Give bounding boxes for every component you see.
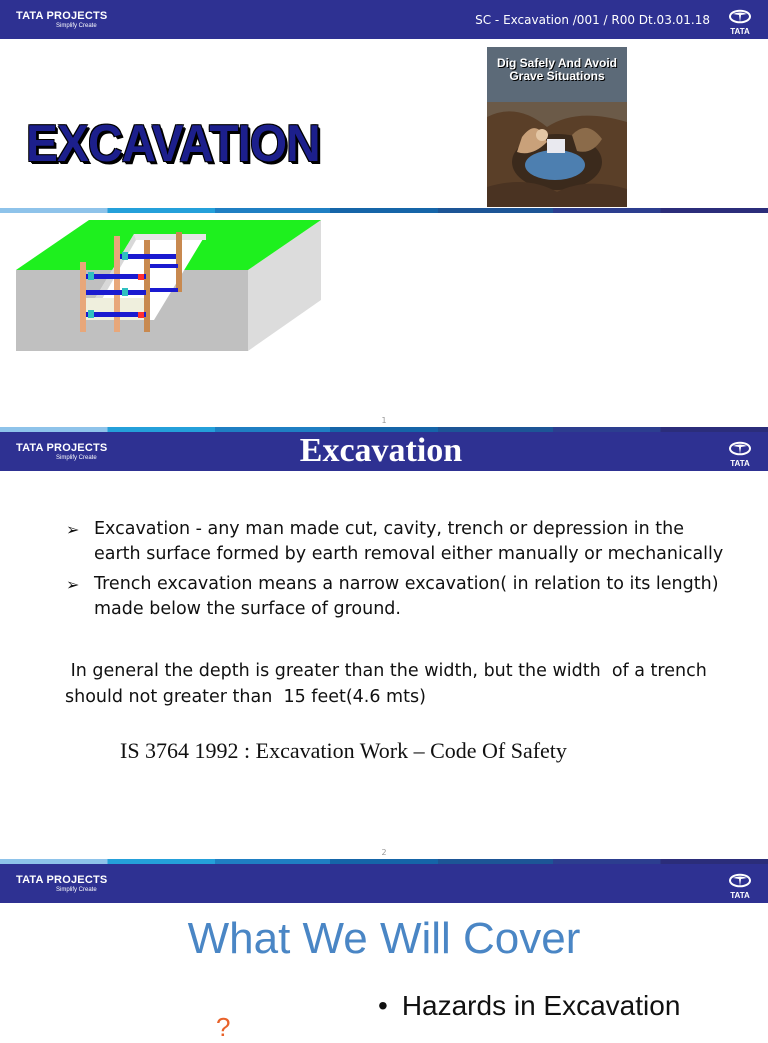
- page-number: 2: [381, 848, 387, 857]
- question-mark-icon: ?: [216, 1012, 231, 1042]
- list-item: [66, 572, 736, 622]
- list-item: [66, 517, 736, 567]
- tata-logo-word: TATA: [730, 891, 750, 900]
- bullet-text: Trench excavation means a narrow excavation( in relation to its length) made below the surface of ground.: [94, 574, 719, 619]
- trench-diagram: [14, 218, 334, 358]
- brand-tagline: Simplify Create: [56, 23, 97, 29]
- definition-list: [66, 517, 736, 627]
- slide-header: [0, 864, 768, 903]
- slide-2: [0, 432, 768, 864]
- document-reference: SC - Excavation /001 / R00 Dt.03.01.18: [475, 13, 710, 27]
- tata-logo: [726, 440, 754, 466]
- tata-logo: [726, 872, 754, 898]
- bullet-dot-icon: •: [378, 990, 388, 1021]
- slide-3: [0, 864, 768, 1042]
- page-number: 1: [381, 416, 387, 425]
- list-item: [378, 990, 680, 1022]
- slide-title: EXCAVATION: [26, 115, 320, 173]
- slide-1: [0, 0, 768, 432]
- depth-note: In general the depth is greater than the width, but the width of a trench should not greater than 15 feet(4.6 mts): [65, 661, 713, 707]
- standard-reference: IS 3764 1992 : Excavation Work – Code Of Safety: [120, 738, 567, 763]
- bullet-text: Excavation - any man made cut, cavity, trench or depression in the earth surface formed by earth removal either manually or mechanically: [94, 519, 724, 564]
- bullet-text: Hazards in Excavation: [401, 990, 681, 1021]
- brand-name: TATA PROJECTS: [16, 874, 108, 886]
- color-stripe: [0, 208, 768, 213]
- brand: [16, 10, 108, 29]
- tata-logo-icon: [729, 874, 751, 887]
- brand-tagline: Simplify Create: [56, 455, 97, 461]
- arrow-bullet-icon: ➢: [66, 575, 80, 594]
- tata-logo-icon: [729, 442, 751, 455]
- arrow-bullet-icon: ➢: [66, 520, 80, 539]
- brand-tagline: Simplify Create: [56, 887, 97, 893]
- brand-name: TATA PROJECTS: [16, 442, 108, 454]
- brand-name: TATA PROJECTS: [16, 10, 108, 22]
- slide-title: Excavation: [299, 432, 463, 469]
- tata-logo-word: TATA: [730, 27, 750, 36]
- tata-logo: [726, 8, 754, 34]
- slide-header: [0, 0, 768, 39]
- tata-logo-icon: [729, 10, 751, 23]
- slide-title: What We Will Cover: [187, 914, 581, 963]
- poster-title: Dig Safely And Avoid Grave Situations: [496, 56, 617, 83]
- tata-logo-word: TATA: [730, 459, 750, 468]
- slide-header: [0, 432, 768, 471]
- safety-poster: [487, 47, 627, 207]
- brand: [16, 874, 108, 893]
